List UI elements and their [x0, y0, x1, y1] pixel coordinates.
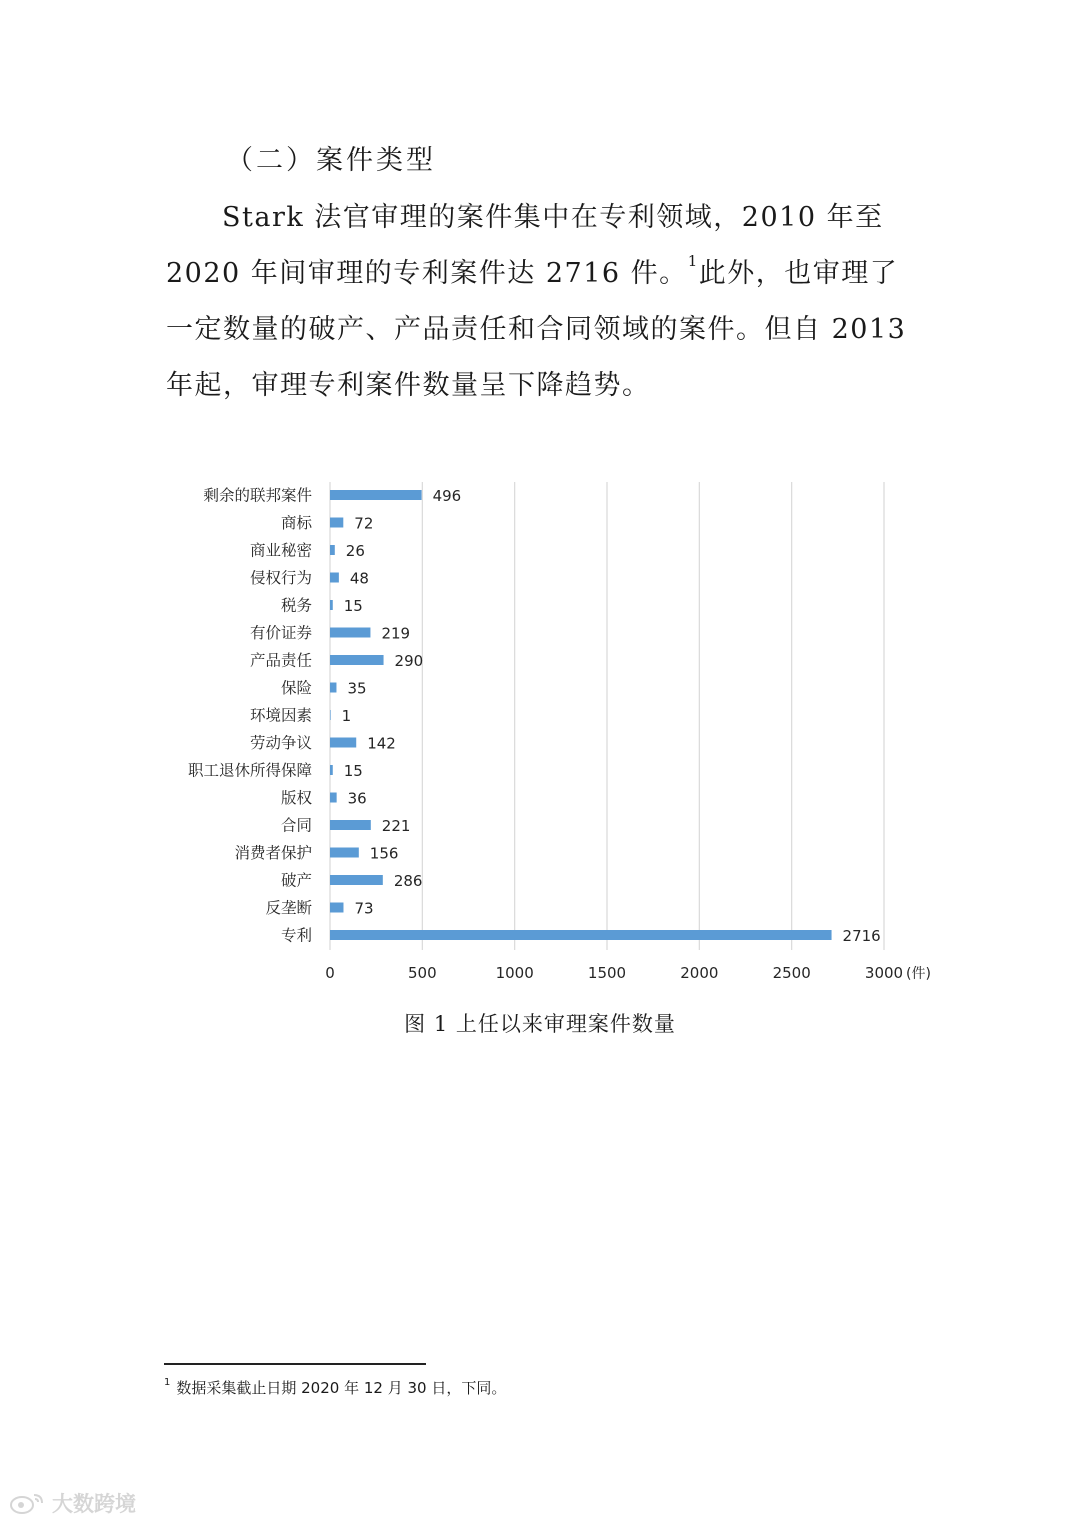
bar — [330, 573, 339, 583]
bar — [330, 710, 331, 720]
data-label: 156 — [369, 844, 399, 863]
bar — [330, 875, 383, 885]
weibo-logo-icon — [8, 1490, 48, 1516]
footnote-divider — [164, 1363, 426, 1365]
x-tick-label: 1000 — [495, 964, 534, 982]
bar — [330, 793, 337, 803]
category-label: 环境因素 — [249, 706, 312, 725]
body-paragraph — [166, 190, 918, 414]
data-label: 15 — [343, 597, 363, 615]
bar — [330, 600, 333, 610]
x-tick-label: 1500 — [587, 964, 627, 982]
category-label: 产品责任 — [249, 651, 312, 670]
x-tick-label: 500 — [408, 964, 437, 982]
bar — [330, 518, 343, 528]
watermark — [8, 1488, 136, 1518]
bar — [330, 848, 359, 858]
bar — [330, 490, 422, 500]
category-label: 侵权行为 — [249, 569, 312, 587]
data-label: 26 — [345, 542, 365, 560]
data-label: 142 — [367, 734, 396, 753]
data-label: 15 — [343, 762, 363, 780]
bar — [330, 930, 832, 940]
category-label: 商标 — [280, 514, 312, 532]
data-label: 48 — [349, 569, 369, 588]
x-unit-label: (件) — [906, 966, 931, 982]
case-count-bar-chart — [0, 470, 1080, 990]
category-label: 反垄断 — [265, 899, 312, 917]
footnote — [164, 1377, 506, 1398]
x-tick-label: 3000 — [864, 964, 904, 982]
bar — [330, 545, 335, 555]
section-heading: （二）案件类型 — [226, 145, 436, 176]
category-label: 有价证券 — [249, 624, 312, 642]
x-tick-label: 2000 — [680, 964, 719, 982]
category-label: 劳动争议 — [249, 734, 312, 752]
data-label: 290 — [394, 652, 424, 670]
category-label: 职工退休所得保障 — [187, 761, 312, 780]
footnote-reference[interactable]: 1 — [687, 252, 699, 270]
bar — [330, 655, 384, 665]
x-tick-label: 2500 — [772, 964, 811, 982]
category-label: 版权 — [280, 789, 312, 807]
footnote-text: 数据采集截止日期 2020 年 12 月 30 日，下同。 — [176, 1379, 507, 1397]
category-label: 商业秘密 — [249, 541, 312, 560]
data-label: 2716 — [842, 927, 881, 945]
paragraph-text-part2: 此外，也审理了一定数量的破产、产品责任和合同领域的案件。但自 2013 年起，审理专利案件数量呈下降趋势。 — [166, 258, 907, 401]
category-label: 税务 — [280, 596, 312, 615]
category-label: 破产 — [280, 871, 312, 890]
data-label: 219 — [381, 624, 411, 643]
data-label: 72 — [354, 514, 374, 533]
data-label: 36 — [347, 789, 367, 808]
bar — [330, 683, 336, 693]
data-label: 286 — [393, 872, 423, 890]
category-label: 剩余的联邦案件 — [203, 486, 312, 505]
x-tick-label: 0 — [325, 964, 335, 982]
data-label: 73 — [354, 899, 374, 918]
footnote-mark: 1 — [164, 1377, 171, 1388]
bar — [330, 765, 333, 775]
bar — [330, 820, 371, 830]
bar — [330, 738, 356, 748]
bar — [330, 628, 370, 638]
watermark-text: 大数跨境 — [52, 1492, 136, 1516]
category-label: 合同 — [280, 816, 312, 835]
data-label: 221 — [381, 817, 411, 835]
category-label: 专利 — [280, 926, 312, 945]
data-label: 496 — [432, 487, 462, 505]
category-label: 消费者保护 — [234, 844, 312, 862]
bar — [330, 903, 343, 913]
data-label: 1 — [341, 707, 352, 725]
category-label: 保险 — [280, 679, 312, 697]
data-label: 35 — [347, 679, 367, 698]
paragraph-text-part1: Stark 法官审理的案件集中在专利领域，2010 年至 2020 年间审理的专利案件达 2716 件。 — [166, 202, 884, 289]
figure-caption: 图 1 上任以来审理案件数量 — [404, 1012, 676, 1036]
